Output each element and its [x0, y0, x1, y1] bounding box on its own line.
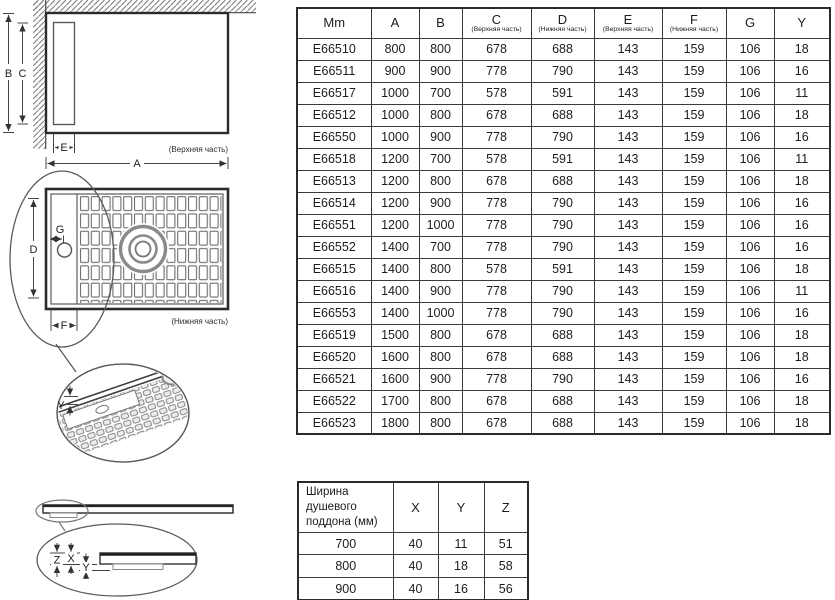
value-cell: 40: [393, 532, 438, 555]
value-cell: 11: [438, 532, 484, 555]
dimensions-table: [296, 7, 831, 435]
model-code-cell: E66514: [297, 192, 371, 214]
model-code-cell: E66511: [297, 60, 371, 82]
value-cell: 578: [462, 148, 531, 170]
column-header-b: [419, 8, 462, 38]
value-cell: 1200: [371, 214, 419, 236]
callout-leader-line: [56, 344, 76, 372]
table-row: [298, 555, 528, 578]
value-cell: 11: [774, 82, 830, 104]
table-row: [297, 280, 830, 302]
dimensions-table-header-row: [297, 8, 830, 38]
value-cell: 778: [462, 236, 531, 258]
column-header-label: G: [744, 15, 756, 31]
value-cell: 1000: [419, 214, 462, 236]
table-row: [298, 532, 528, 555]
value-cell: 159: [662, 368, 726, 390]
value-cell: 106: [726, 368, 774, 390]
value-cell: 800: [419, 390, 462, 412]
dim-label-e: E: [60, 142, 68, 154]
value-cell: 1500: [371, 324, 419, 346]
value-cell: 159: [662, 38, 726, 60]
value-cell: 800: [419, 170, 462, 192]
value-cell: 900: [419, 126, 462, 148]
value-cell: 11: [774, 148, 830, 170]
width-table-header-row: [298, 482, 528, 532]
width-value-cell: 900: [298, 578, 393, 600]
lower-part-caption: (Нижняя часть): [171, 317, 228, 326]
value-cell: 1600: [371, 346, 419, 368]
column-header-mm: [297, 8, 371, 38]
value-cell: 106: [726, 390, 774, 412]
fixing-hole: [58, 243, 72, 257]
value-cell: 778: [462, 368, 531, 390]
value-cell: 688: [531, 390, 594, 412]
value-cell: 16: [774, 368, 830, 390]
value-cell: 106: [726, 148, 774, 170]
value-cell: 106: [726, 60, 774, 82]
value-cell: 778: [462, 280, 531, 302]
value-cell: 18: [774, 390, 830, 412]
value-cell: 159: [662, 170, 726, 192]
value-cell: 159: [662, 412, 726, 434]
value-cell: 1400: [371, 302, 419, 324]
side-profile-view: [36, 500, 233, 596]
profile-leader-line: [59, 522, 65, 531]
value-cell: 800: [371, 38, 419, 60]
value-cell: 1400: [371, 258, 419, 280]
value-cell: 900: [419, 60, 462, 82]
model-code-cell: E66517: [297, 82, 371, 104]
column-header-note: (Нижняя часть): [669, 26, 719, 34]
value-cell: 900: [419, 368, 462, 390]
value-cell: 159: [662, 346, 726, 368]
drain-center: [136, 242, 151, 257]
value-cell: 900: [419, 280, 462, 302]
value-cell: 900: [371, 60, 419, 82]
column-header-d: [531, 8, 594, 38]
value-cell: 106: [726, 324, 774, 346]
column-header-f: [662, 8, 726, 38]
value-cell: 106: [726, 302, 774, 324]
value-cell: 1400: [371, 236, 419, 258]
table-row: [297, 126, 830, 148]
value-cell: 143: [594, 148, 662, 170]
model-code-cell: E66550: [297, 126, 371, 148]
value-cell: 16: [438, 578, 484, 600]
dim-label-f: F: [60, 320, 68, 332]
value-cell: 18: [438, 555, 484, 578]
value-cell: 143: [594, 368, 662, 390]
model-code-cell: E66521: [297, 368, 371, 390]
value-cell: 790: [531, 236, 594, 258]
value-cell: 688: [531, 412, 594, 434]
value-cell: 18: [774, 412, 830, 434]
value-cell: 143: [594, 280, 662, 302]
value-cell: 143: [594, 192, 662, 214]
value-cell: 143: [594, 302, 662, 324]
value-cell: 800: [419, 104, 462, 126]
value-cell: 700: [419, 148, 462, 170]
value-cell: 688: [531, 38, 594, 60]
column-header-c: [462, 8, 531, 38]
model-code-cell: E66523: [297, 412, 371, 434]
value-cell: 778: [462, 302, 531, 324]
column-header-g: [726, 8, 774, 38]
table-row: [297, 104, 830, 126]
value-cell: 1400: [371, 280, 419, 302]
lower-part-top-view: [10, 171, 228, 372]
value-cell: 106: [726, 214, 774, 236]
value-cell: 688: [531, 104, 594, 126]
dim-label-z: Z: [53, 554, 61, 567]
value-cell: 159: [662, 82, 726, 104]
value-cell: 790: [531, 60, 594, 82]
value-cell: 578: [462, 258, 531, 280]
model-code-cell: E66518: [297, 148, 371, 170]
table-row: [297, 82, 830, 104]
width-value-cell: 700: [298, 532, 393, 555]
value-cell: 143: [594, 258, 662, 280]
value-cell: 40: [393, 555, 438, 578]
table-row: [297, 390, 830, 412]
model-code-cell: E66519: [297, 324, 371, 346]
column-header-note: (Верхняя часть): [602, 26, 654, 34]
column-header-label: D: [557, 11, 568, 27]
dim-label-b: B: [4, 68, 13, 80]
wall-hatch-top: [33, 0, 256, 13]
value-cell: 900: [419, 192, 462, 214]
value-cell: 18: [774, 170, 830, 192]
value-cell: 678: [462, 104, 531, 126]
value-cell: 800: [419, 412, 462, 434]
value-cell: 143: [594, 346, 662, 368]
column-header-label: A: [390, 15, 400, 31]
value-cell: 678: [462, 170, 531, 192]
value-cell: 16: [774, 60, 830, 82]
table-row: [297, 324, 830, 346]
table-row: [298, 578, 528, 600]
value-cell: 18: [774, 346, 830, 368]
table-row: [297, 170, 830, 192]
model-code-cell: E66520: [297, 346, 371, 368]
edge-detail-view: [55, 355, 224, 462]
table-row: [297, 38, 830, 60]
value-cell: 778: [462, 192, 531, 214]
value-cell: 159: [662, 214, 726, 236]
table-row: [297, 60, 830, 82]
value-cell: 790: [531, 302, 594, 324]
value-cell: 11: [774, 280, 830, 302]
value-cell: 800: [419, 38, 462, 60]
value-cell: 688: [531, 170, 594, 192]
profile-detail-underside: [113, 564, 163, 570]
value-cell: 688: [531, 324, 594, 346]
value-cell: 40: [393, 578, 438, 600]
upper-part-caption: (Верхняя часть): [168, 145, 228, 154]
value-cell: 18: [774, 104, 830, 126]
value-cell: 143: [594, 60, 662, 82]
value-cell: 106: [726, 126, 774, 148]
value-cell: 1000: [371, 82, 419, 104]
value-cell: 51: [484, 532, 528, 555]
column-header-label: Y: [797, 15, 807, 31]
value-cell: 1700: [371, 390, 419, 412]
value-cell: 106: [726, 170, 774, 192]
value-cell: 106: [726, 82, 774, 104]
technical-diagram-panel: [0, 0, 290, 600]
value-cell: 106: [726, 412, 774, 434]
value-cell: 159: [662, 390, 726, 412]
value-cell: 159: [662, 280, 726, 302]
table-row: [297, 258, 830, 280]
dim-label-d: D: [29, 244, 38, 256]
column-header-width: Ширина душевого поддона (мм): [298, 482, 393, 532]
value-cell: 143: [594, 38, 662, 60]
value-cell: 159: [662, 148, 726, 170]
value-cell: 678: [462, 412, 531, 434]
column-header-label: C: [491, 11, 502, 27]
model-code-cell: E66553: [297, 302, 371, 324]
dim-label-c: C: [18, 68, 27, 80]
model-code-cell: E66522: [297, 390, 371, 412]
table-row: [297, 148, 830, 170]
value-cell: 106: [726, 38, 774, 60]
value-cell: 159: [662, 236, 726, 258]
width-value-cell: 800: [298, 555, 393, 578]
value-cell: 159: [662, 192, 726, 214]
table-row: [297, 214, 830, 236]
model-code-cell: E66515: [297, 258, 371, 280]
value-cell: 678: [462, 346, 531, 368]
value-cell: 143: [594, 82, 662, 104]
dim-label-y-profile: Y: [82, 562, 90, 574]
value-cell: 591: [531, 82, 594, 104]
value-cell: 16: [774, 214, 830, 236]
value-cell: 700: [419, 236, 462, 258]
value-cell: 1800: [371, 412, 419, 434]
value-cell: 143: [594, 324, 662, 346]
value-cell: 18: [774, 38, 830, 60]
value-cell: 778: [462, 214, 531, 236]
table-row: [297, 346, 830, 368]
value-cell: 143: [594, 412, 662, 434]
value-cell: 678: [462, 38, 531, 60]
model-code-cell: E66551: [297, 214, 371, 236]
model-code-cell: E66513: [297, 170, 371, 192]
value-cell: 790: [531, 214, 594, 236]
dim-label-y-edge: Y: [57, 400, 65, 412]
column-header-label: F: [690, 11, 698, 27]
value-cell: 58: [484, 555, 528, 578]
value-cell: 106: [726, 104, 774, 126]
value-cell: 1000: [371, 104, 419, 126]
value-cell: 1200: [371, 170, 419, 192]
model-code-cell: E66516: [297, 280, 371, 302]
column-header-a: [371, 8, 419, 38]
dim-label-x: X: [67, 553, 75, 565]
value-cell: 678: [462, 390, 531, 412]
column-header-x: X: [393, 482, 438, 532]
value-cell: 159: [662, 258, 726, 280]
value-cell: 578: [462, 82, 531, 104]
value-cell: 106: [726, 346, 774, 368]
value-cell: 16: [774, 126, 830, 148]
table-row: [297, 412, 830, 434]
value-cell: 800: [419, 258, 462, 280]
table-row: [297, 368, 830, 390]
value-cell: 790: [531, 126, 594, 148]
value-cell: 700: [419, 82, 462, 104]
value-cell: 688: [531, 346, 594, 368]
column-header-e: [594, 8, 662, 38]
value-cell: 591: [531, 258, 594, 280]
value-cell: 143: [594, 104, 662, 126]
value-cell: 159: [662, 104, 726, 126]
value-cell: 56: [484, 578, 528, 600]
value-cell: 159: [662, 60, 726, 82]
drain-underside: [50, 513, 77, 518]
value-cell: 143: [594, 126, 662, 148]
column-header-label: B: [436, 15, 445, 31]
value-cell: 18: [774, 324, 830, 346]
value-cell: 790: [531, 192, 594, 214]
model-code-cell: E66512: [297, 104, 371, 126]
value-cell: 800: [419, 346, 462, 368]
value-cell: 106: [726, 236, 774, 258]
table-row: [297, 236, 830, 258]
value-cell: 106: [726, 192, 774, 214]
value-cell: 159: [662, 126, 726, 148]
value-cell: 16: [774, 236, 830, 258]
value-cell: 790: [531, 280, 594, 302]
column-header-z: Z: [484, 482, 528, 532]
model-code-cell: E66510: [297, 38, 371, 60]
value-cell: 143: [594, 214, 662, 236]
drain-channel: [54, 23, 75, 125]
value-cell: 1600: [371, 368, 419, 390]
value-cell: 778: [462, 60, 531, 82]
value-cell: 106: [726, 258, 774, 280]
value-cell: 800: [419, 324, 462, 346]
value-cell: 159: [662, 302, 726, 324]
value-cell: 790: [531, 368, 594, 390]
model-code-cell: E66552: [297, 236, 371, 258]
wall-hatch-left: [33, 0, 46, 149]
column-header-y: Y: [438, 482, 484, 532]
value-cell: 1200: [371, 148, 419, 170]
value-cell: 778: [462, 126, 531, 148]
column-header-note: (Нижняя часть): [538, 26, 587, 34]
value-cell: 591: [531, 148, 594, 170]
dim-label-a: A: [133, 158, 141, 170]
table-row: [297, 192, 830, 214]
column-header-y: [774, 8, 830, 38]
value-cell: 16: [774, 192, 830, 214]
value-cell: 678: [462, 324, 531, 346]
value-cell: 16: [774, 302, 830, 324]
value-cell: 1000: [371, 126, 419, 148]
column-header-label: E: [623, 11, 633, 27]
width-table: [297, 481, 529, 600]
column-header-note: (Верхняя часть): [471, 26, 522, 34]
value-cell: 106: [726, 280, 774, 302]
value-cell: 18: [774, 258, 830, 280]
column-header-label: Mm: [323, 15, 346, 31]
upper-part-top-view: [2, 0, 256, 171]
dim-label-g: G: [55, 224, 65, 236]
value-cell: 1200: [371, 192, 419, 214]
value-cell: 1000: [419, 302, 462, 324]
value-cell: 159: [662, 324, 726, 346]
value-cell: 143: [594, 390, 662, 412]
value-cell: 143: [594, 236, 662, 258]
table-row: [297, 302, 830, 324]
value-cell: 143: [594, 170, 662, 192]
